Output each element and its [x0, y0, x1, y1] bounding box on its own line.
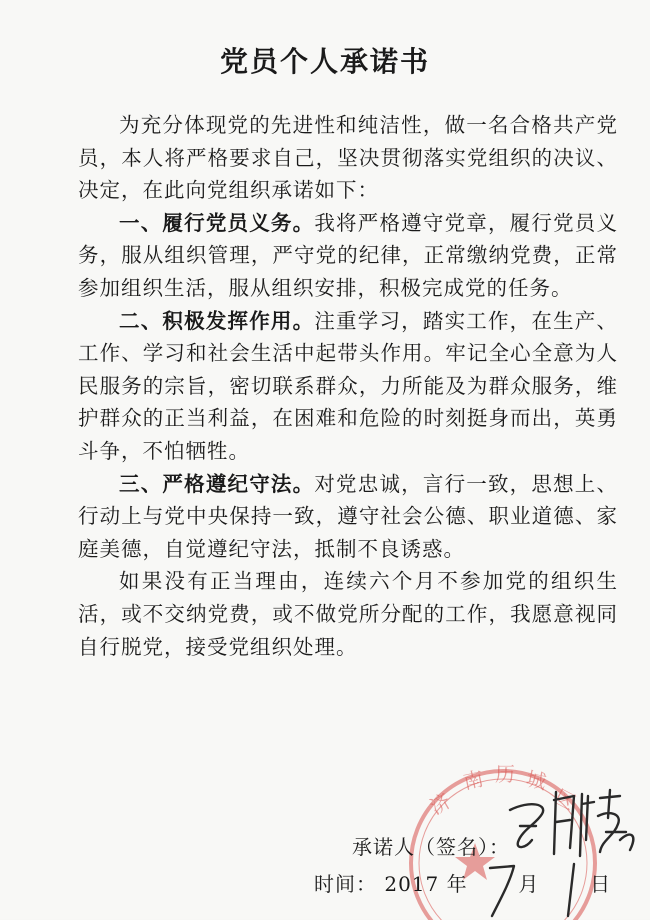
- pledge-heading-3: 三、严格遵纪守法。: [119, 471, 315, 496]
- pledge-text-1: 我将严格遵守党章，履行党员义务，服从组织管理，严守党的纪律，正常缴纳党费，正常参加组织生活，服从组织安排，积极完成党的任务。: [78, 210, 619, 300]
- svg-text:区: 区: [550, 784, 580, 815]
- date-year: 2017: [384, 872, 440, 896]
- pledge-item-3: [78, 468, 618, 566]
- pledge-text-3: 对党忠诚，言行一致，思想上、行动上与党中央保持一致，遵守社会公德、职业道德、家庭美德，自觉遵纪守法，抵制不良诱惑。: [78, 471, 619, 561]
- pledge-heading-1: 一、履行党员义务。: [119, 210, 315, 235]
- page-title: 党员个人承诺书: [219, 45, 430, 78]
- closing-paragraph: 如果没有正当理由，连续六个月不参加党的组织生活，或不交纳党费，或不做党所分配的工作，我愿意视同自行脱党，接受党组织处理。: [78, 569, 618, 659]
- pledge-heading-2: 二、积极发挥作用。: [119, 308, 315, 333]
- intro-paragraph: 为充分体现党的先进性和纯洁性，做一名合格共产党员，本人将严格要求自己，坚决贯彻落实党组织的决议、决定，在此向党组织承诺如下：: [78, 113, 618, 203]
- document-body: [78, 109, 618, 663]
- signer-label: 承诺人（签名）：: [352, 835, 510, 859]
- date-year-unit: 年: [446, 872, 468, 896]
- pledge-item-2: [78, 305, 618, 468]
- pledge-text-2: 注重学习，踏实工作，在生产、工作、学习和社会生活中起带头作用。牢记全心全意为人民服务的宗旨，密切联系群众，力所能及为群众服务，维护群众的正当利益，在困难和危险的时刻挺身而出，英勇斗争，不怕牺牲。: [78, 308, 619, 463]
- svg-text:南: 南: [461, 766, 486, 794]
- handwritten-signature: [470, 770, 650, 918]
- date-month-unit: 月: [518, 872, 540, 896]
- svg-text:历: 历: [495, 762, 515, 786]
- date-label: 时间：: [314, 872, 377, 896]
- svg-text:城: 城: [523, 766, 549, 795]
- date-day-unit: 日: [590, 872, 612, 896]
- pledge-item-1: [78, 207, 618, 305]
- svg-text:济: 济: [425, 788, 455, 820]
